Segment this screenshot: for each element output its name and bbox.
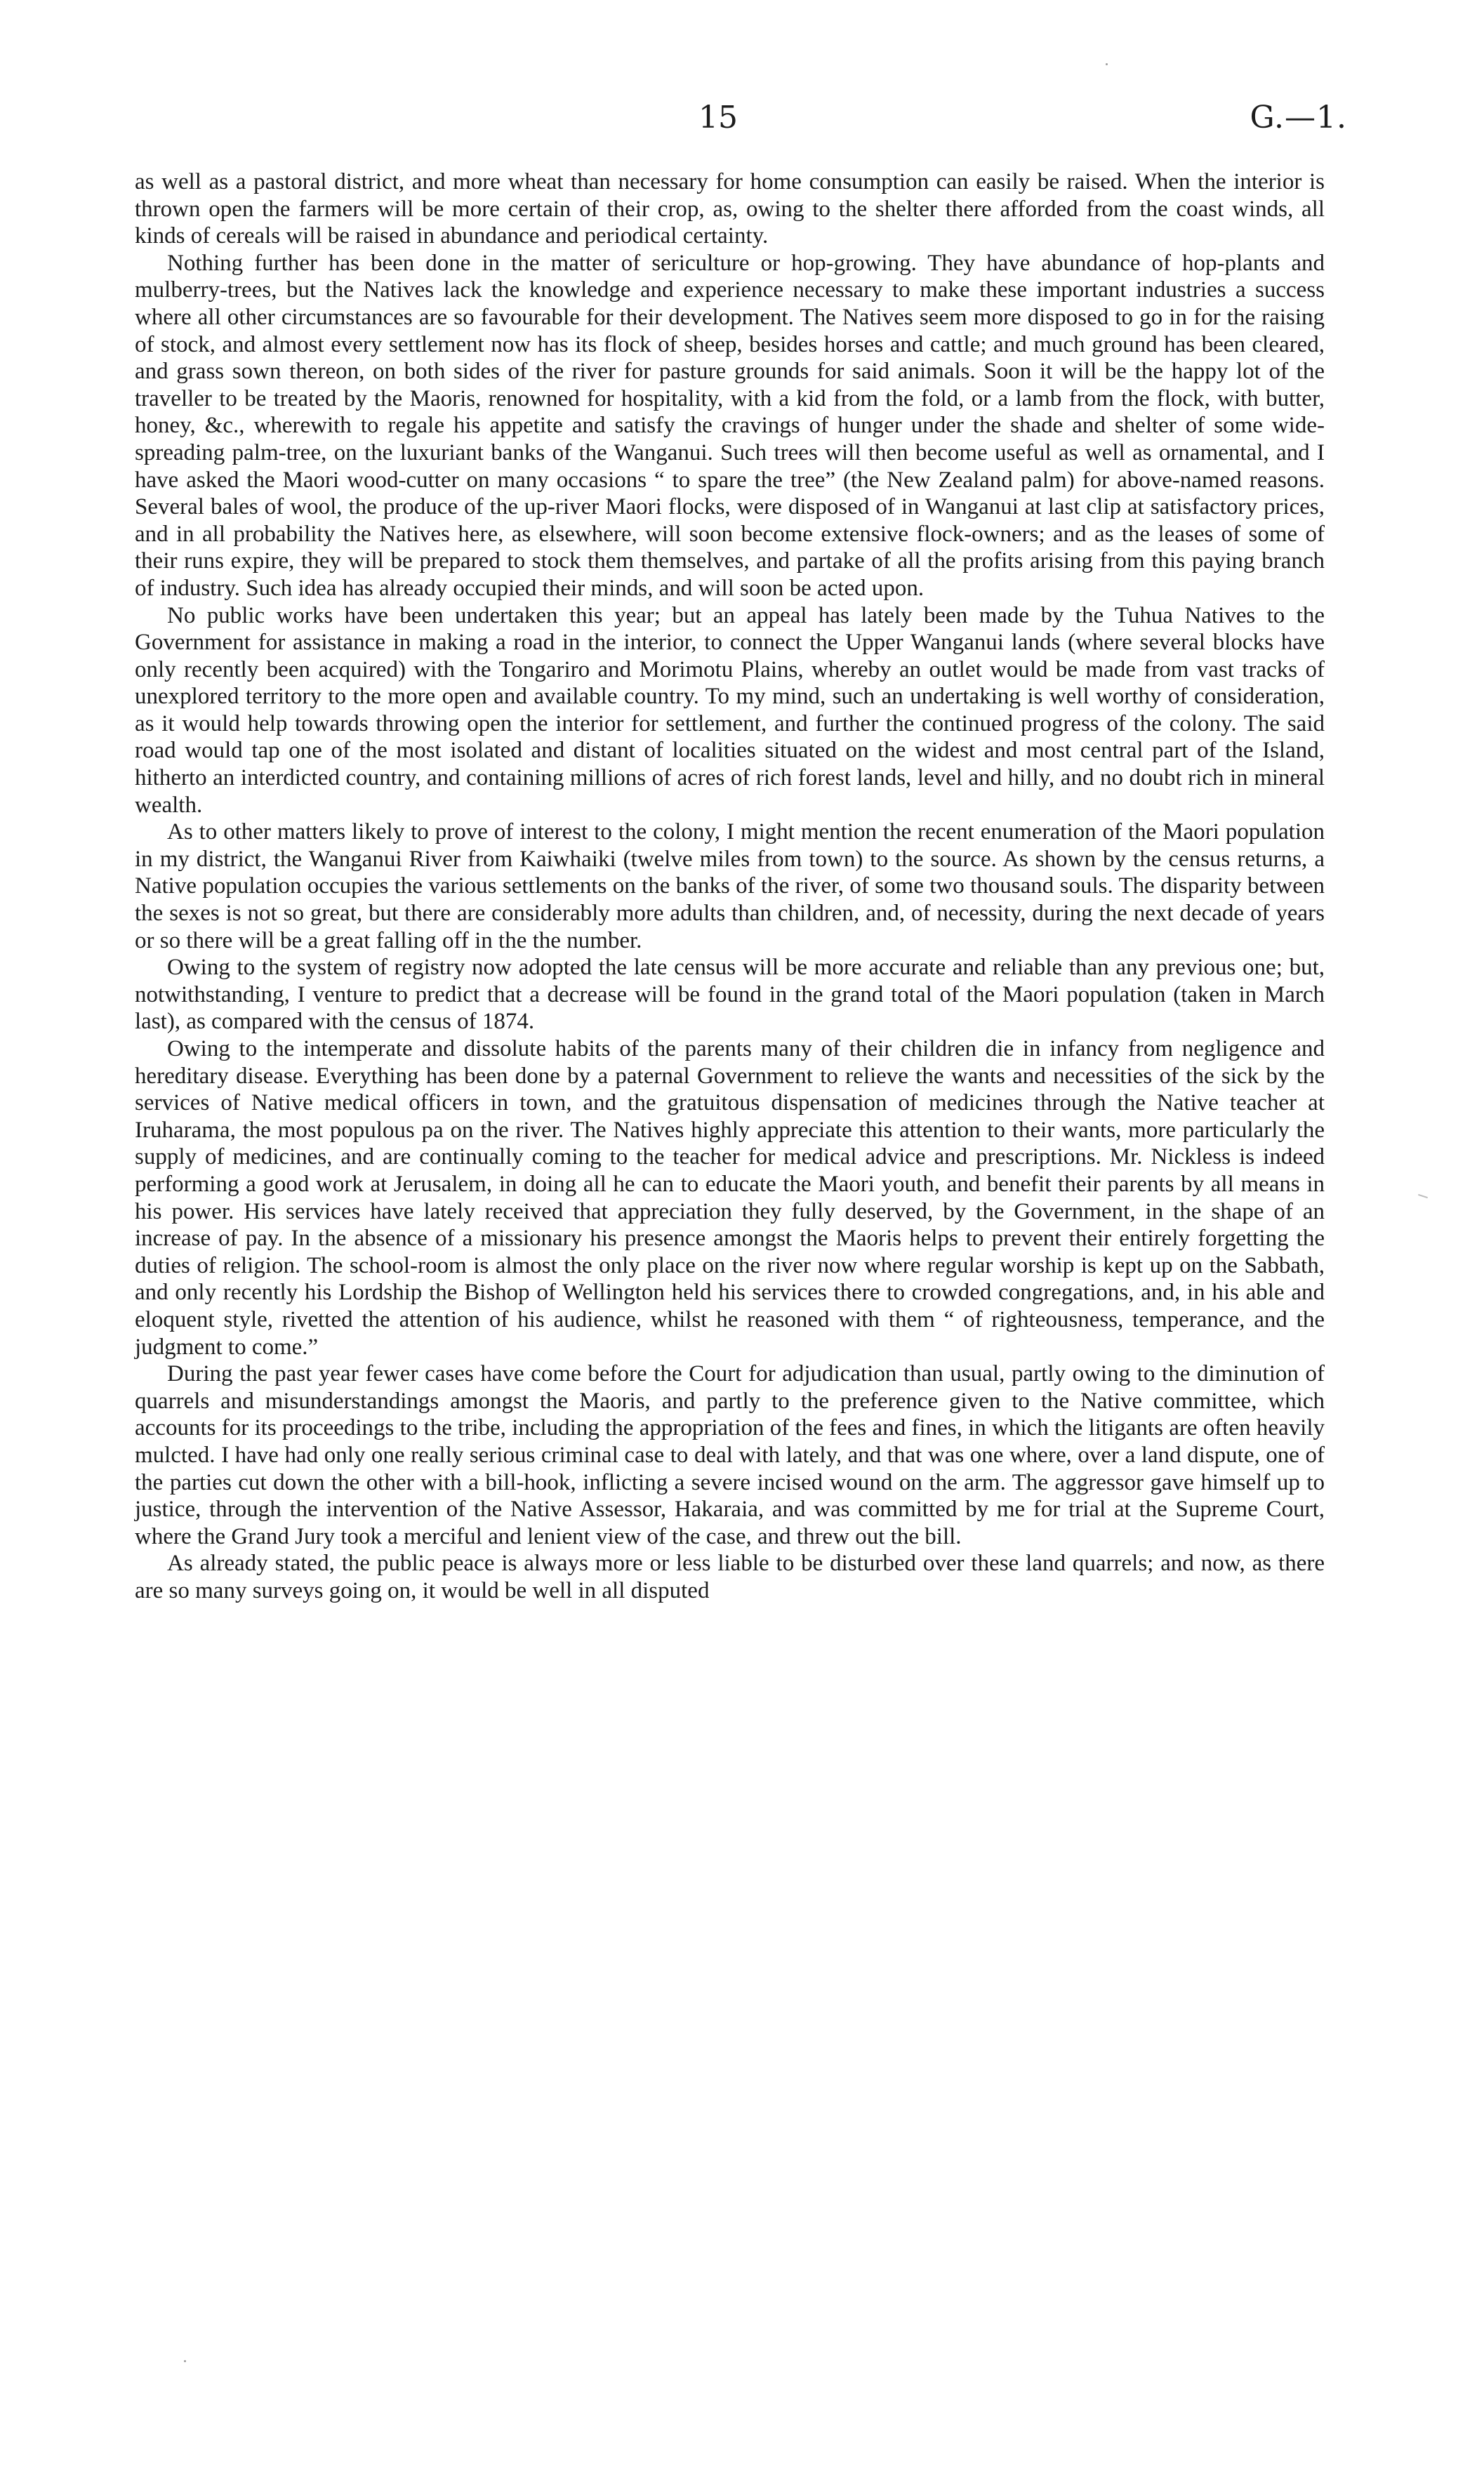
document-reference: G.—1. (1250, 100, 1347, 135)
paragraph-public-works: No public works have been undertaken this year; but an appeal has lately been made by the Tuhua Natives to the Government for assistance in making a road in the interior, to connect the Upper Wanganui lands (where several blocks have only recently been acquired) with the Tongariro and Morimotu Plains, whereby an outlet would be made from vast tracks of unexplored territory to the more open and available country. To my mind, such an undertaking is well worthy of consideration, as it would help towards throwing open the interior for settlement, and further the continued progress of the colony. The said road would tap one of the most isolated and distant of localities situated on the widest and most central part of the Island, hitherto an interdicted country, and containing millions of acres of rich forest lands, level and hilly, and no doubt rich in mineral wealth. (135, 602, 1325, 818)
paragraph-sericulture: Nothing further has been done in the matter of sericulture or hop-growing. They have abundance of hop-plants and mulberry-trees, but the Natives lack the knowledge and experience necessary to make these important industries a success where all other circumstances are so favourable for their development. The Natives seem more disposed to go in for the raising of stock, and almost every settlement now has its flock of sheep, besides horses and cattle; and much ground has been cleared, and grass sown thereon, on both sides of the river for pasture grounds for said animals. Soon it will be the happy lot of the traveller to be treated by the Maoris, renowned for hospitality, with a kid from the fold, or a lamb from the flock, with butter, honey, &c., wherewith to regale his appetite and satisfy the cravings of hunger under the shade and shelter of some wide-spreading palm-tree, on the luxuriant banks of the Wanganui. Such trees will then become useful as well as ornamental, and I have asked the Maori wood-cutter on many occasions “ to spare the tree” (the New Zealand palm) for above-named reasons. Several bales of wool, the produce of the up-river Maori flocks, were disposed of in Wanganui at last clip at satisfactory prices, and in all probability the Natives here, as elsewhere, will soon become extensive flock-owners; and as the leases of some of their runs expire, they will be prepared to stock them themselves, and partake of all the profits arising from this paying branch of industry. Such idea has already occupied their minds, and will soon be acted upon. (135, 250, 1325, 601)
paper-speck (184, 2360, 186, 2362)
page-header (0, 98, 1484, 147)
paragraph-census: As to other matters likely to prove of interest to the colony, I might mention the recent enumeration of the Maori population in my district, the Wanganui River from Kaiwhaiki (twelve miles from town) to the source. As shown by the census returns, a Native population occupies the various settlements on the banks of the river, of some two thousand souls. The disparity between the sexes is not so great, but there are considerably more adults than children, and, of necessity, during the next decade of years or so there will be a great falling off in the the number. (135, 819, 1325, 953)
paragraph-public-peace: As already stated, the public peace is always more or less liable to be disturbed over these land quarrels; and now, as there are so many surveys going on, it would be well in all disputed (135, 1551, 1325, 1603)
body-text (135, 168, 1325, 1604)
paragraph-health: Owing to the intemperate and dissolute habits of the parents many of their children die in infancy from negligence and hereditary disease. Everything has been done by a paternal Government to relieve the wants and necessities of the sick by the services of Native medical officers in town, and the gratuitous dispensation of medicines through the Native teacher at Iruharama, the most populous pa on the river. The Natives highly appreciate this attention to their wants, more particularly the supply of medicines, and are continually coming to the teacher for medical advice and prescriptions. Mr. Nickless is indeed performing a good work at Jerusalem, in doing all he can to educate the Maori youth, and benefit their parents by all means in his power. His services have lately received that appreciation they fully deserved, by the Government, in the shape of an increase of pay. In the absence of a missionary his presence amongst the Maoris helps to prevent their entirely forgetting the duties of religion. The school-room is almost the only place on the river now where regular worship is kept up on the Sabbath, and only recently his Lordship the Bishop of Wellington held his services there to crowded congregations, and, in his able and eloquent style, rivetted the attention of his audience, whilst he reasoned with them “ of righteousness, temperance, and the judgment to come.” (135, 1036, 1325, 1360)
margin-mark (1418, 1194, 1428, 1198)
page-number: 15 (698, 100, 738, 135)
paragraph-continued: as well as a pastoral district, and more wheat than necessary for home consumption can easily be raised. When the interior is thrown open the farmers will be more certain of their crop, as, owing to the shelter there afforded from the coast winds, all kinds of cereals will be raised in abundance and periodical certainty. (135, 169, 1325, 249)
paragraph-registry: Owing to the system of registry now adopted the late census will be more accurate and reliable than any previous one; but, notwithstanding, I venture to predict that a decrease will be found in the grand total of the Maori population (taken in March last), as compared with the census of 1874. (135, 955, 1325, 1035)
paper-speck (1106, 63, 1108, 65)
paragraph-court: During the past year fewer cases have come before the Court for adjudication than usual, partly owing to the diminution of quarrels and misunderstandings amongst the Maoris, and partly to the preference given to the Native committee, which accounts for its proceedings to the tribe, including the appropriation of the fees and fines, in which the litigants are often heavily mulcted. I have had only one really serious criminal case to deal with lately, and that was one where, over a land dispute, one of the parties cut down the other with a bill-hook, inflicting a severe incised wound on the arm. The aggressor gave himself up to justice, through the intervention of the Native Assessor, Hakaraia, and was committed by me for trial at the Supreme Court, where the Grand Jury took a merciful and lenient view of the case, and threw out the bill. (135, 1361, 1325, 1549)
